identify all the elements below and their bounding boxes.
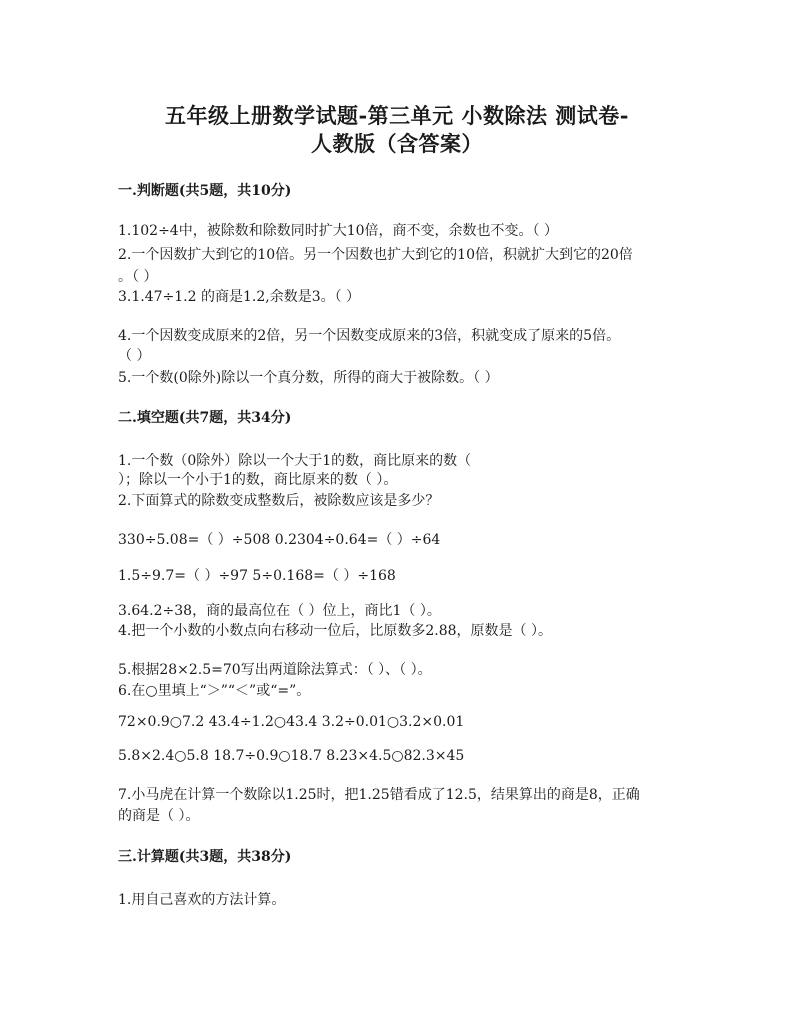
question-line: 1.用自己喜欢的方法计算。 <box>118 892 286 908</box>
question-line: 6.在○里填上“＞”“＜”或“=”。 <box>118 683 311 699</box>
question-line: 330÷5.08=（ ）÷508 0.2304÷0.64=（ ）÷64 <box>118 532 441 548</box>
question-line: 4.一个因数变成原来的2倍，另一个因数变成原来的3倍，积就变成了原来的5倍。 <box>118 328 621 344</box>
question-line: 3.1.47÷1.2 的商是1.2,余数是3。（ ） <box>118 289 361 305</box>
question-line: 72×0.9○7.2 43.4÷1.2○43.4 3.2÷0.01○3.2×0.01 <box>118 714 465 730</box>
exam-title-line-1: 五年级上册数学试题-第三单元 小数除法 测试卷- <box>164 103 630 128</box>
question-line: 2.下面算式的除数变成整数后，被除数应该是多少？ <box>118 493 440 509</box>
question-line: 1.5÷9.7=（ ）÷97 5÷0.168=（ ）÷168 <box>118 568 396 584</box>
section-heading-judgement: 一.判断题(共5题，共10分) <box>118 183 292 199</box>
question-line: 5.一个数(0除外)除以一个真分数，所得的商大于被除数。（ ） <box>118 370 499 386</box>
question-line: 2.一个因数扩大到它的10倍。另一个因数也扩大到它的10倍，积就扩大到它的20倍 <box>118 247 633 263</box>
question-line: 7.小马虎在计算一个数除以1.25时，把1.25错看成了12.5，结果算出的商是8，正确 <box>118 787 640 803</box>
question-line: 1.102÷4中，被除数和除数同时扩大10倍，商不变，余数也不变。（ ） <box>118 223 558 239</box>
question-line: 5.根据28×2.5=70写出两道除法算式：（ ）、（ ）。 <box>118 662 432 678</box>
question-line: 1.一个数（0除外）除以一个大于1的数，商比原来的数（ <box>118 453 472 469</box>
exam-title-line-2: 人教版（含答案） <box>311 131 483 156</box>
question-line: 4.把一个小数的小数点向右移动一位后，比原数多2.88，原数是（ ）。 <box>118 623 552 639</box>
question-line: 5.8×2.4○5.8 18.7÷0.9○18.7 8.23×4.5○82.3×45 <box>118 748 465 764</box>
question-line: 3.64.2÷38，商的最高位在（ ）位上，商比1（ ）。 <box>118 603 441 619</box>
section-heading-calculation: 三.计算题(共3题，共38分) <box>118 849 292 865</box>
section-heading-fill-in: 二.填空题(共7题，共34分) <box>118 410 292 426</box>
question-line: （ ） <box>118 348 151 364</box>
question-line: 。（ ） <box>118 269 158 285</box>
question-line: ）；除以一个小于1的数，商比原来的数（ ）。 <box>118 472 398 488</box>
question-line: 的商是（ ）。 <box>118 808 200 824</box>
